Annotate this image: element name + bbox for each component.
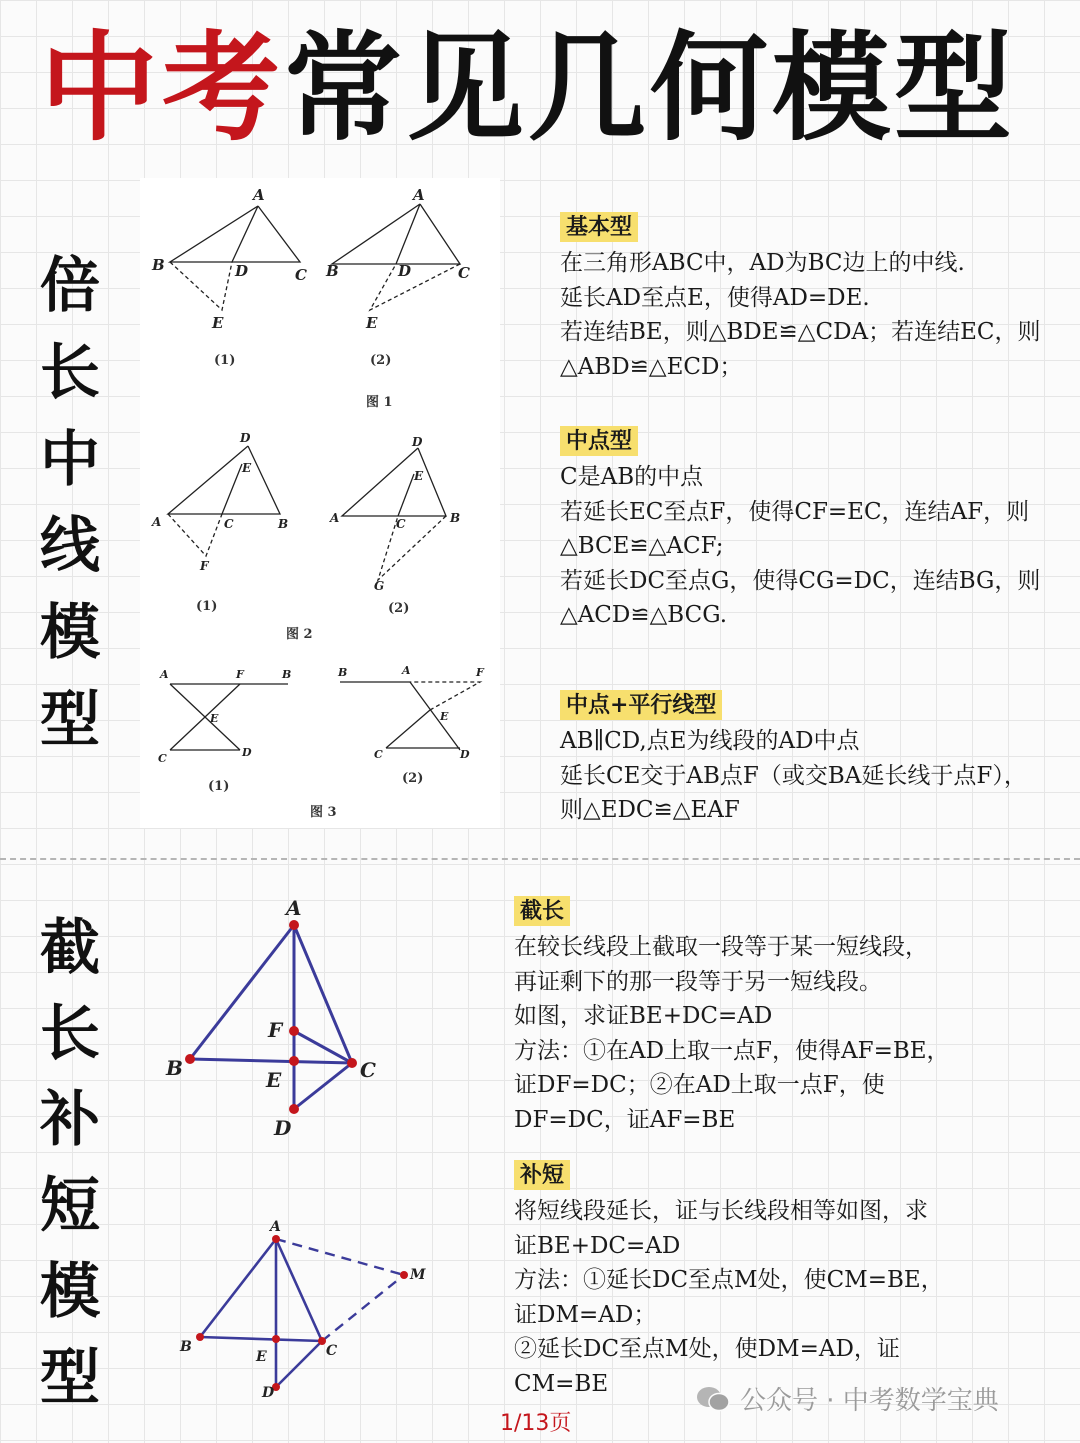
pt-label: E [414,469,424,483]
tag-midpoint: 中点型 [560,426,638,456]
pt-label: D [460,748,470,761]
pt-label: C [374,748,383,761]
pt-label: B [326,262,339,280]
tag-basic: 基本型 [560,212,638,242]
text-line: 在较长线段上截取一段等于某一短线段， [514,934,928,960]
text-line: △BCE≌△ACF; [560,533,724,559]
tag-cut-long: 截长 [514,896,570,926]
vchar: 中 [40,424,100,495]
text-line: △ACD≌△BCG. [560,602,728,628]
sub-caption: (1) [208,779,230,794]
fig-caption: 图 3 [310,805,337,820]
page-indicator: 1/13页 [500,1411,572,1436]
text-line: 将短线段延长，证与长线段相等如图，求 [514,1198,928,1224]
pt-label: F [476,666,484,679]
pt-label: A [270,1219,281,1235]
tag-extend-short: 补短 [514,1160,570,1190]
text-line: △ABD≌△ECD； [560,353,743,380]
block-cut-long [514,894,950,1137]
pt-label: F [200,559,209,573]
section1-vertical-title [28,238,112,758]
text-line: 证BE+DC=AD [514,1232,681,1259]
pt-label: A [286,896,302,920]
pt-label: M [410,1267,426,1283]
text-line: 若延长DC至点G，使得CG=DC，连结BG，则 [560,567,1041,594]
vchar: 型 [40,684,100,755]
pt-label: B [278,517,289,531]
pt-label: B [282,668,292,681]
text-line: ②延长DC至点M处，使DM=AD，证 [514,1336,900,1362]
pt-label: E [266,1068,282,1092]
pt-label: D [235,262,249,280]
text-line: 若连结BE，则△BDE≌△CDA；若连结EC，则 [560,319,1041,345]
text-line: 延长AD至点E，使得AD=DE. [560,284,870,311]
watermark [696,1380,999,1417]
block-midpoint-parallel [560,688,1027,828]
vchar: 截 [40,913,100,983]
pt-label: D [398,262,412,280]
pt-label: C [458,264,470,282]
pt-label: C [158,752,167,765]
sub-caption: (2) [388,601,410,616]
pt-label: B [152,256,165,274]
pt-label: G [374,579,385,593]
title-red: 中考 [40,18,285,157]
pt-label: A [160,668,169,681]
text-line: 再证剩下的那一段等于另一短线段。 [514,968,882,995]
pt-label: A [413,186,425,204]
tag-midpoint-parallel: 中点+平行线型 [560,690,722,720]
pt-label: C [295,266,307,284]
pt-label: E [366,314,378,332]
vchar: 模 [40,1257,100,1327]
vchar: 长 [40,337,100,408]
section2-figures [150,885,450,1405]
pt-label: C [326,1343,338,1359]
block-extend-short [514,1158,944,1401]
section-divider [0,858,1080,860]
sub-caption: (1) [214,353,236,368]
pt-label: C [224,517,234,531]
pt-label: E [256,1349,267,1365]
text-line: CM=BE [514,1370,609,1397]
text-line: 若延长EC至点F，使得CF=EC，连结AF，则 [560,498,1030,525]
wechat-icon [696,1385,730,1413]
pt-label: D [262,1385,275,1401]
sub-caption: (2) [402,771,424,786]
pt-label: E [242,461,252,475]
pt-label: F [268,1018,283,1042]
pt-label: D [242,746,252,759]
text-line: 在三角形ABC中，AD为BC边上的中线. [560,250,965,276]
pt-label: B [180,1339,192,1355]
text-line: 延长CE交于AB点F（或交BA延长线于点F）， [560,762,1027,789]
text-line: 则△EDC≌△EAF [560,797,740,823]
sub-caption: (2) [370,353,392,368]
text-line: 如图，求证BE+DC=AD [514,1003,773,1029]
pt-label: A [330,511,340,525]
fig-caption: 图 1 [366,395,393,410]
vchar: 短 [40,1171,100,1241]
watermark-text: 公众号 · 中考数学宝典 [740,1386,999,1416]
pt-label: A [402,664,411,677]
pt-label: E [210,712,219,725]
pt-label: B [166,1056,183,1080]
midline-figures-svg [140,178,500,828]
block-basic [560,210,1041,384]
text-line: 证DM=AD； [514,1301,657,1328]
pt-label: D [412,435,423,449]
pt-label: B [450,511,461,525]
title-black: 常见几何模型 [284,18,1017,157]
section1-figures [140,178,500,828]
pt-label: A [152,515,162,529]
vchar: 长 [40,999,100,1069]
cut-long-figures-svg [150,885,450,1405]
block-midpoint [560,424,1040,633]
text-line: 证DF=DC；②在AD上取一点F，使 [514,1072,885,1098]
pt-label: F [236,668,244,681]
pt-label: D [274,1116,292,1140]
vchar: 倍 [40,251,100,321]
page-title [40,18,1050,158]
fig-caption: 图 2 [286,627,313,642]
vchar: 模 [40,598,100,669]
text-line: AB∥CD,点E为线段的AD中点 [560,728,860,754]
vchar: 线 [40,511,100,582]
sub-caption: (1) [196,599,218,614]
pt-label: D [240,431,251,445]
vchar: 补 [40,1085,100,1155]
pt-label: C [360,1058,376,1082]
pt-label: E [212,314,224,332]
section2-vertical-title [28,900,112,1413]
text-line: DF=DC，证AF=BE [514,1106,736,1133]
pt-label: C [396,517,406,531]
text-line: 方法：①在AD上取一点F，使得AF=BE， [514,1037,950,1064]
pt-label: A [253,186,265,204]
pt-label: E [440,710,449,723]
text-line: 方法：①延长DC至点M处，使CM=BE， [514,1267,944,1293]
text-line: C是AB的中点 [560,464,704,490]
vchar: 型 [40,1343,100,1413]
pt-label: B [338,666,348,679]
